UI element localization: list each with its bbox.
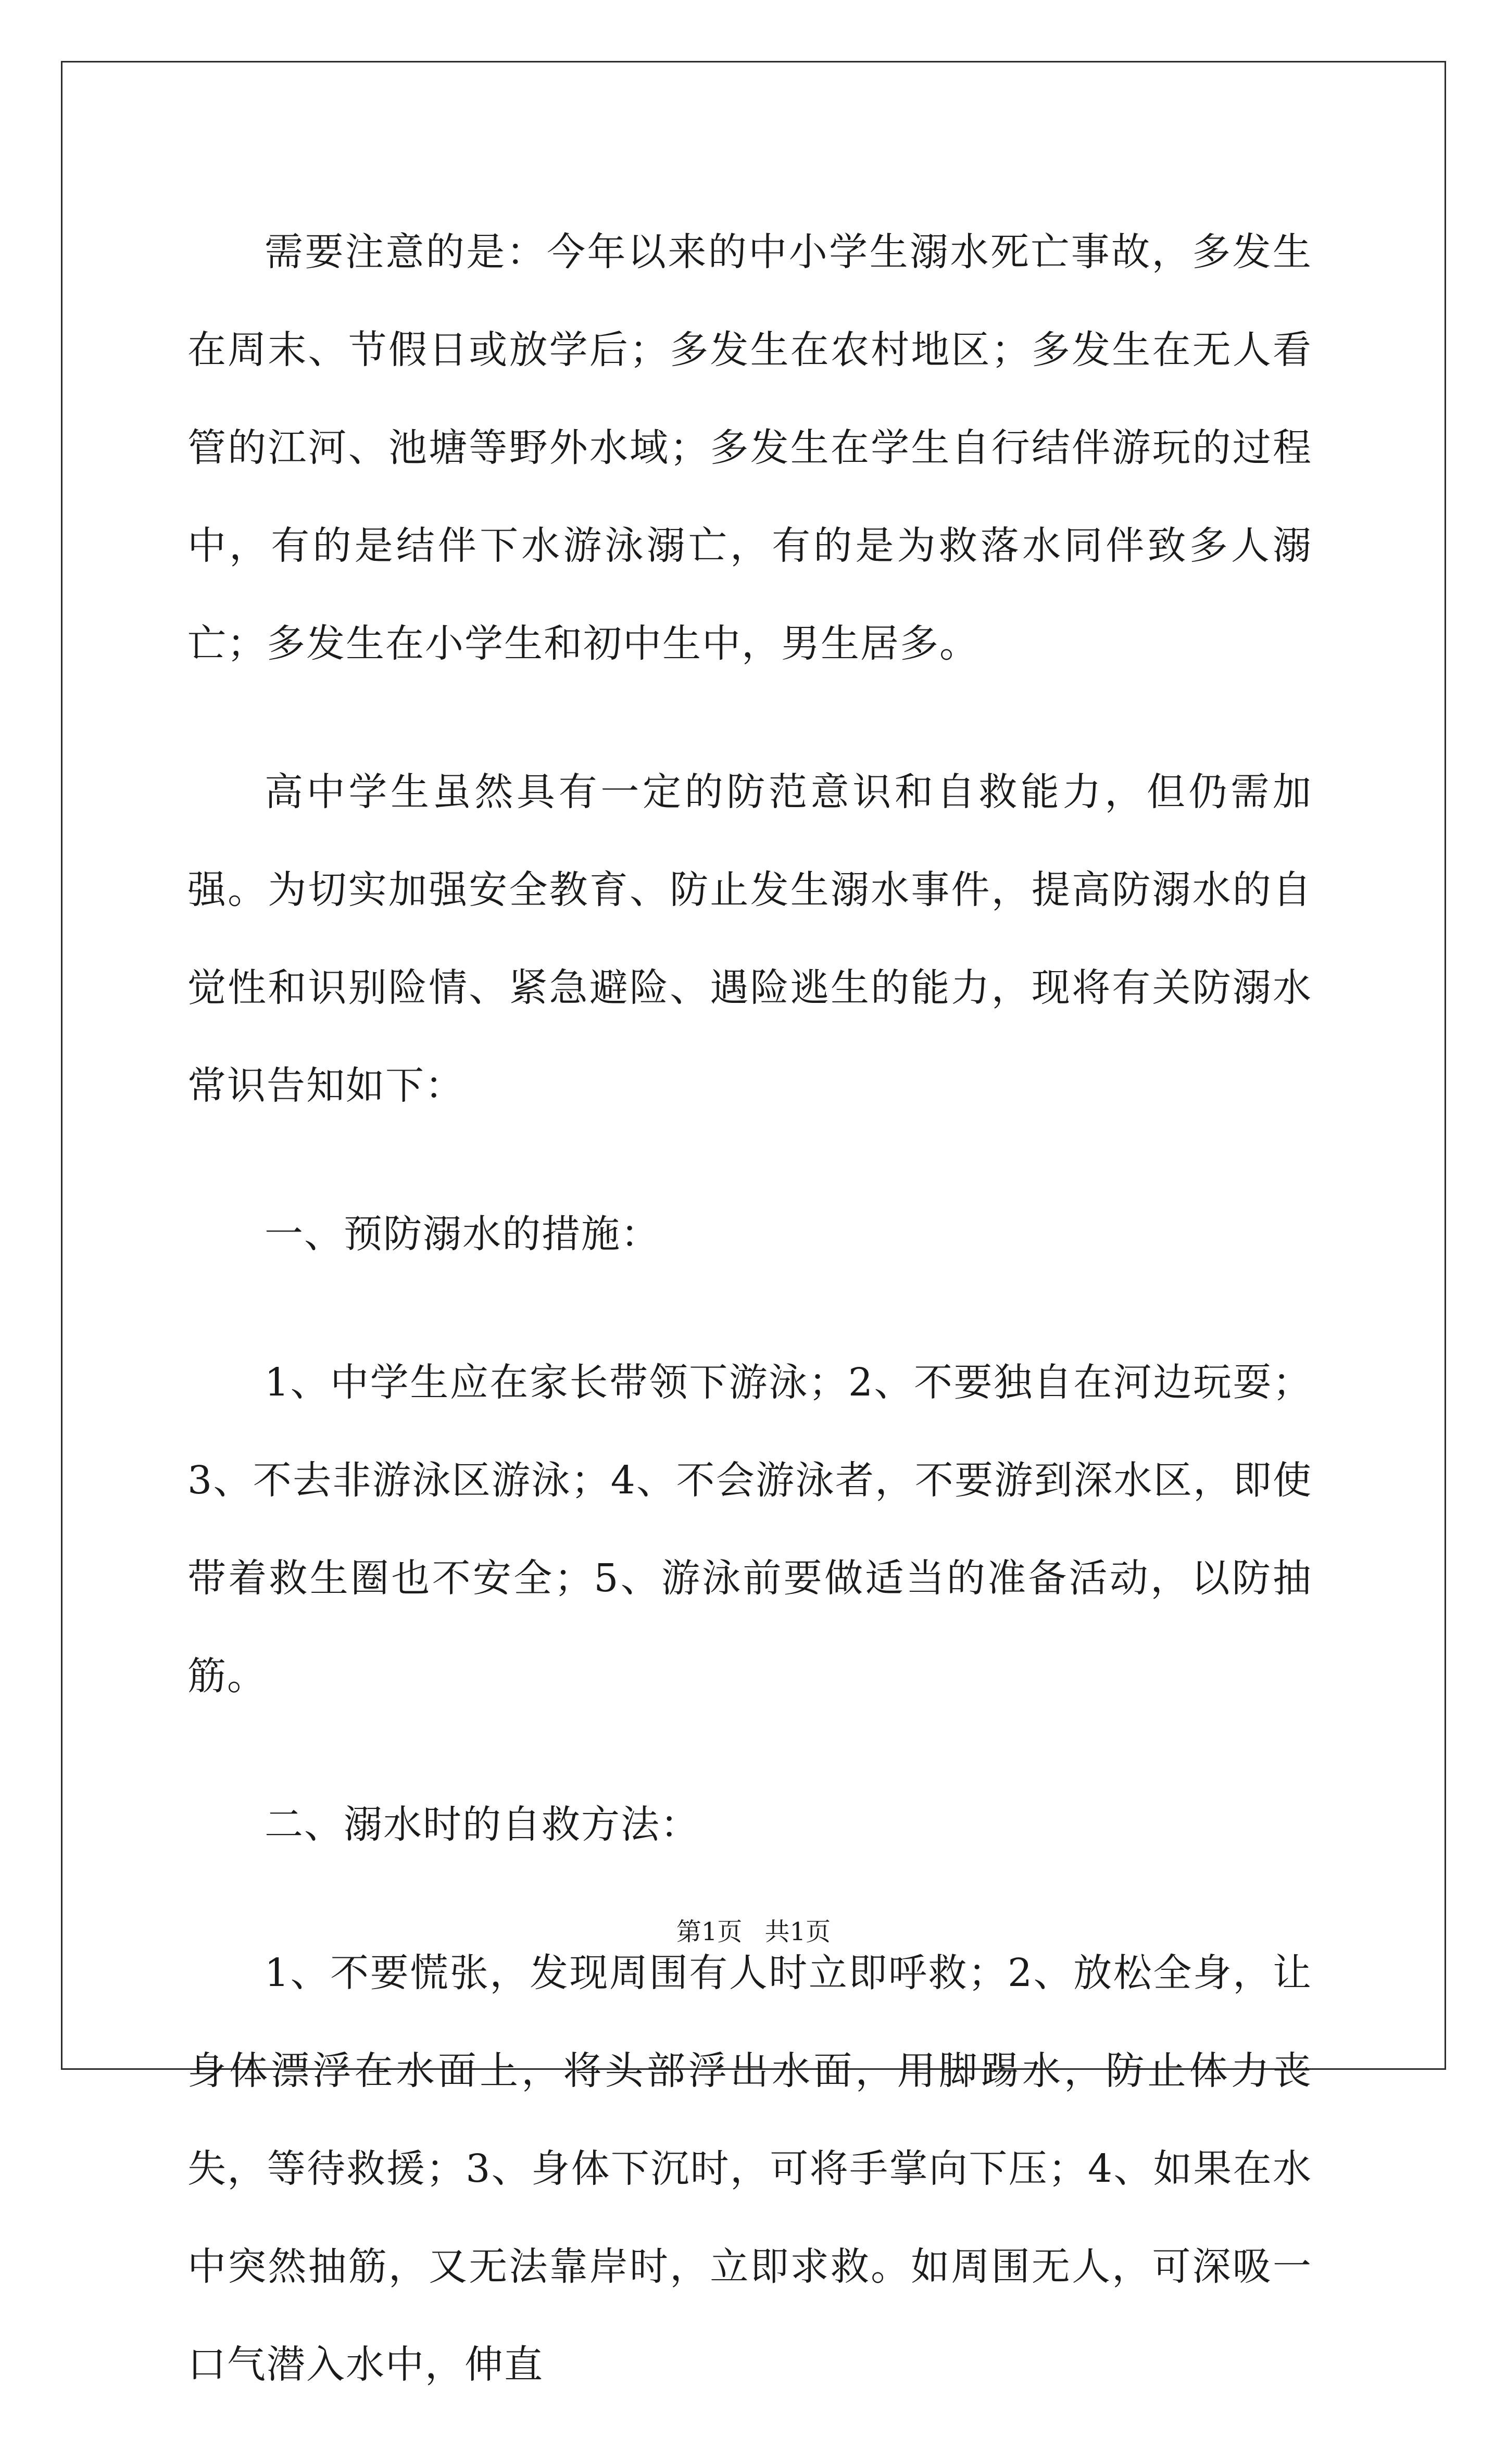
page-number-total: 共1页 [764, 1917, 831, 1946]
paragraph-self-rescue-list: 1、不要慌张，发现周围有人时立即呼救；2、放松全身，让身体漂浮在水面上，将头部浮出水面，用脚踢水，防止体力丧失，等待救援；3、身体下沉时，可将手掌向下压；4、如果在水中突然抽筋，又无法靠岸时，立即求救。如周围无人，可深吸一口气潜入水中，伸直 [187, 1951, 1312, 2387]
page-number-current: 第1页 [676, 1917, 743, 1946]
paragraph-drowning-statistics: 需要注意的是：今年以来的中小学生溺水死亡事故，多发生在周末、节假日或放学后；多发生在农村地区；多发生在无人看管的江河、池塘等野外水域；多发生在学生自行结伴游玩的过程中，有的是结伴下水游泳溺亡，有的是为救落水同伴致多人溺亡；多发生在小学生和初中生中，男生居多。 [187, 230, 1312, 666]
heading-self-rescue-methods: 二、溺水时的自救方法： [265, 1802, 700, 1847]
heading-prevention-measures: 一、预防溺水的措施： [265, 1212, 660, 1256]
paragraph-prevention-list: 1、中学生应在家长带领下游泳；2、不要独自在河边玩耍；3、不去非游泳区游泳；4、不会游泳者，不要游到深水区，即使带着救生圈也不安全；5、游泳前要做适当的准备活动，以防抽筋。 [187, 1360, 1312, 1699]
page-footer [0, 1916, 1507, 1947]
document-body [187, 203, 1312, 2464]
paragraph-high-school-notice: 高中学生虽然具有一定的防范意识和自救能力，但仍需加强。为切实加强安全教育、防止发生溺水事件，提高防溺水的自觉性和识别险情、紧急避险、遇险逃生的能力，现将有关防溺水常识告知如下： [187, 770, 1312, 1108]
